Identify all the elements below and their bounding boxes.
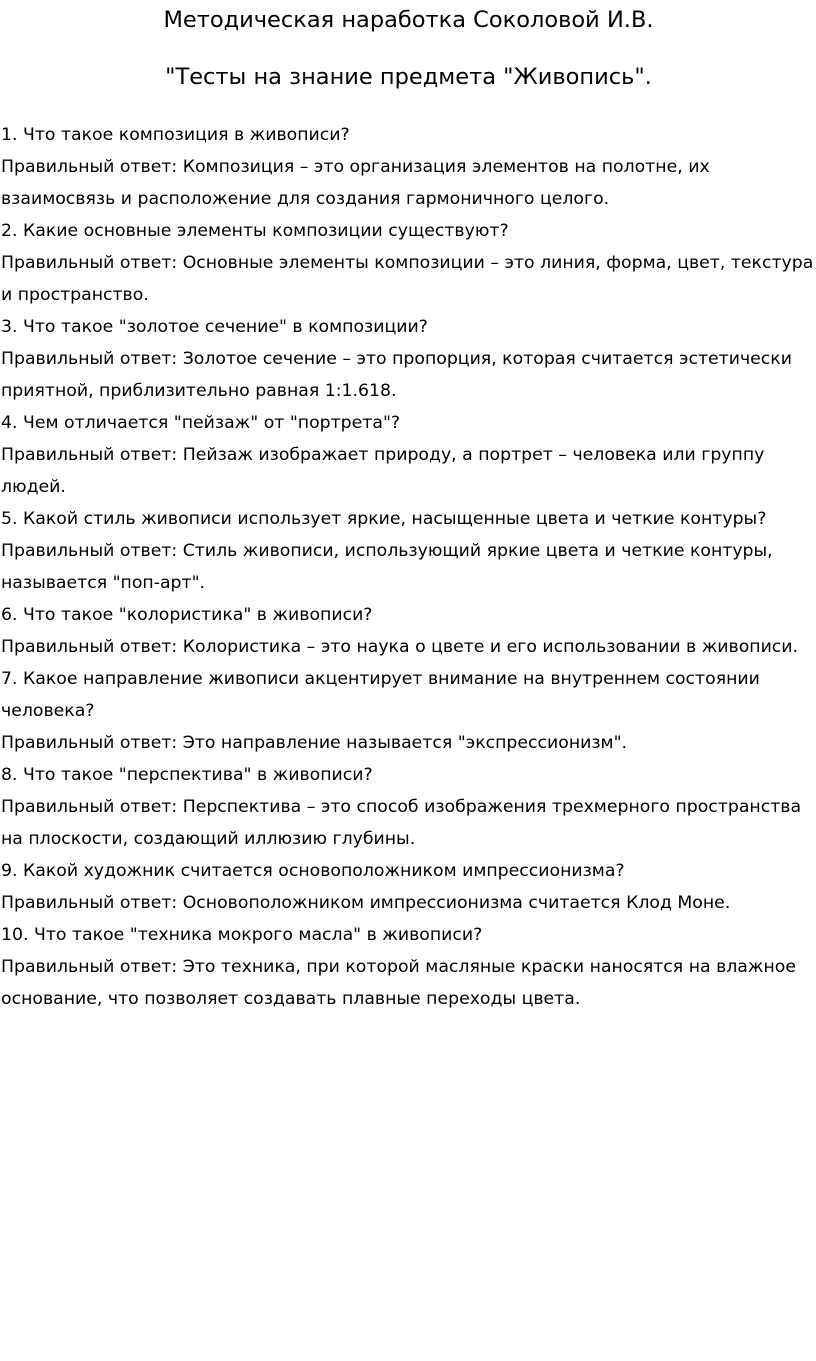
question-list bbox=[1, 119, 816, 1015]
question-text: 2. Какие основные элементы композиции существуют? bbox=[1, 221, 509, 241]
question-text: 1. Что такое композиция в живописи? bbox=[1, 125, 350, 145]
document-subtitle: "Тесты на знание предмета "Живопись". bbox=[165, 64, 652, 90]
question-text: 5. Какой стиль живописи использует яркие, насыщенные цвета и четкие контуры? bbox=[1, 509, 767, 529]
question-item bbox=[1, 407, 816, 503]
question-text: 4. Чем отличается "пейзаж" от "портрета"? bbox=[1, 413, 401, 433]
answer-text: Правильный ответ: Стиль живописи, использующий яркие цвета и четкие контуры, называется "поп-арт". bbox=[1, 541, 773, 593]
question-item bbox=[1, 311, 816, 407]
answer-text: Правильный ответ: Это направление называется "экспрессионизм". bbox=[1, 733, 628, 753]
answer-text: Правильный ответ: Композиция – это организация элементов на полотне, их взаимосвязь и расположение для создания гармоничного целого. bbox=[1, 157, 710, 209]
answer-text: Правильный ответ: Колористика – это наука о цвете и его использовании в живописи. bbox=[1, 637, 799, 657]
question-item bbox=[1, 855, 816, 919]
answer-text: Правильный ответ: Перспектива – это способ изображения трехмерного пространства на плоскости, создающий иллюзию глубины. bbox=[1, 797, 802, 849]
document-title: Методическая наработка Соколовой И.В. bbox=[163, 7, 654, 33]
answer-text: Правильный ответ: Основные элементы композиции – это линия, форма, цвет, текстура и пространство. bbox=[1, 253, 814, 305]
question-item bbox=[1, 119, 816, 215]
question-text: 6. Что такое "колористика" в живописи? bbox=[1, 605, 373, 625]
question-text: 10. Что такое "техника мокрого масла" в живописи? bbox=[1, 925, 483, 945]
question-text: 7. Какое направление живописи акцентирует внимание на внутреннем состоянии человека? bbox=[1, 669, 760, 721]
question-item bbox=[1, 599, 816, 663]
question-text: 3. Что такое "золотое сечение" в композиции? bbox=[1, 317, 428, 337]
answer-text: Правильный ответ: Пейзаж изображает природу, а портрет – человека или группу людей. bbox=[1, 445, 765, 497]
question-item bbox=[1, 919, 816, 1015]
question-item bbox=[1, 215, 816, 311]
question-item bbox=[1, 759, 816, 855]
question-text: 8. Что такое "перспектива" в живописи? bbox=[1, 765, 373, 785]
answer-text: Правильный ответ: Это техника, при которой масляные краски наносятся на влажное основание, что позволяет создавать плавные переходы цвета. bbox=[1, 957, 796, 1009]
answer-text: Правильный ответ: Основоположником импрессионизма считается Клод Моне. bbox=[1, 893, 731, 913]
question-item bbox=[1, 503, 816, 599]
question-item bbox=[1, 663, 816, 759]
question-text: 9. Какой художник считается основоположником импрессионизма? bbox=[1, 861, 625, 881]
answer-text: Правильный ответ: Золотое сечение – это пропорция, которая считается эстетически приятной, приблизительно равная 1:1.618. bbox=[1, 349, 792, 401]
